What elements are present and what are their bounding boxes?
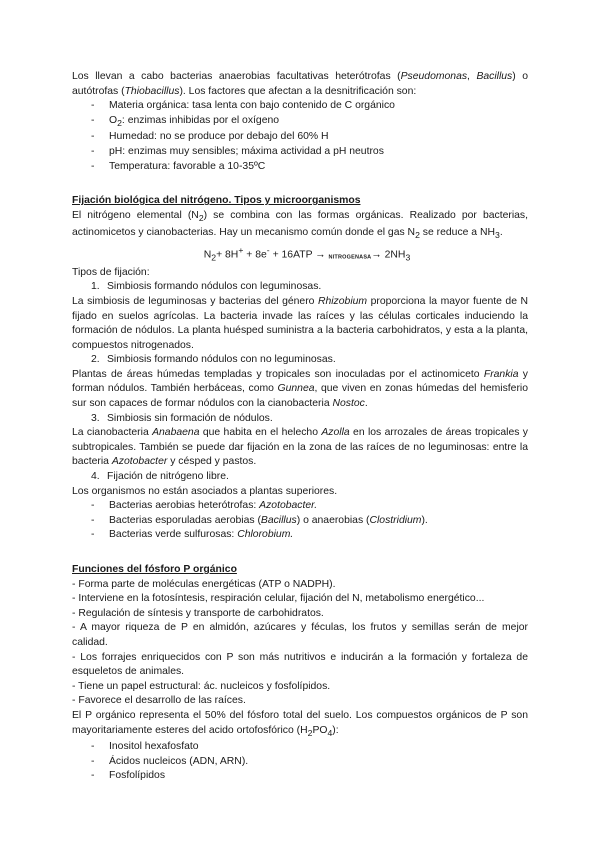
document-page [72,70,528,784]
phosphorus-function: - Favorece el desarrollo de las raíces. [72,695,246,707]
phosphorus-function: - Tiene un papel estructural: ác. nucleicos y fosfolípidos. [72,680,331,692]
fixation-type-paragraph: Plantas de áreas húmedas templadas y tropicales son inoculadas por el actinomiceto Frankia y forman nódulos. También herbáceas, como Gunnea, que viven en zonas húmedas del hemisferio sur son capaces de formar nódulos con la cianobacteria Nostoc. [72,368,529,410]
factor-item: - Temperatura: favorable a 10-35ºC [91,160,266,172]
denitrification-paragraph: Los llevan a cabo bacterias anaerobias facultativas heterótrofas (Pseudomonas, Bacillus) o autótrofas (Thiobacillus). Los factores que afectan a la desnitrificación son: [72,71,528,97]
compound-item: - Inositol hexafosfato [91,741,199,753]
types-label: Tipos de fijación: [72,266,150,278]
fixation-type-item: 1. Simbiosis formando nódulos con leguminosas. [91,281,322,293]
fixation-type-item: 2. Simbiosis formando nódulos con no leguminosas. [91,354,336,366]
organism-item: - Bacterias verde sulfurosas: Chlorobium. [91,529,294,541]
phosphorus-function: - A mayor riqueza de P en almidón, azúcares y féculas, los frutos y semillas serán de mejor calidad. [72,622,528,648]
fixation-heading: Fijación biológica del nitrógeno. Tipos y microorganismos [72,195,361,207]
compound-item: - Fosfolípidos [91,770,166,782]
compound-item: - Ácidos nucleicos (ADN, ARN). [91,755,249,767]
organism-item: - Bacterias aerobias heterótrofas: Azotobacter. [91,500,318,512]
fixation-type-paragraph: La simbiosis de leguminosas y bacterias del género Rhizobium proporciona la mayor fuente de N fijado en suelos agrícolas. La bacteria invade las raíces y las células corticales induciendo la formación de nódulos. La planta huésped suministra a la bacteria carbohidratos, y esta a la planta, compuestos nitrogenados. [72,295,528,351]
factor-item: - Materia orgánica: tasa lenta con bajo contenido de C orgánico [91,100,395,112]
factor-item: - pH: enzimas muy sensibles; máxima actividad a pH neutros [91,146,384,158]
organism-item: - Bacterias esporuladas aerobias (Bacillus) o anaerobias (Clostridium). [91,514,428,526]
phosphorus-heading: Funciones del fósforo P orgánico [72,564,237,575]
phosphorus-function: - Regulación de síntesis y transporte de carbohidratos. [72,607,324,619]
fixation-paragraph: El nitrógeno elemental $(N_2)$ se combina con las formas orgánicas. Realizado por bacterias, actinomicetos y cianobacterias. Hay un mecanismo común donde el gas $N_2$ se reduce a $NH_3$. [72,209,529,240]
fixation-type-item: 4. Fijación de nitrógeno libre. [91,471,229,483]
phosphorus-function: - Los forrajes enriquecidos con P son más nutritivos e inducirán a la formación y fortaleza de esqueletos de animales. [72,651,528,678]
factor-item: - $O_2$: enzimas inhibidas por el oxígeno [91,114,280,128]
factor-item: - Humedad: no se produce por debajo del 60% H [91,131,329,143]
phosphorus-function: - Interviene en la fotosíntesis, respiración celular, fijación del N, metabolismo energético... [72,593,485,605]
fixation-type-item: 3. Simbiosis sin formación de nódulos. [91,412,273,424]
organic-phosphorus-paragraph: El P orgánico representa el 50% del fósforo total del suelo. Los compuestos orgánicos de P son mayoritariamente esteres del acido ortofosfórico $(H_2PO_4)$: [72,709,528,738]
fixation-type-paragraph: La cianobacteria Anabaena que habita en el helecho Azolla en los arrozales de áreas tropicales y subtropicales. También se puede dar fijación en la zona de las raíces de no leguminosas: entre la bacteria Azotobacter y césped y pastos. [72,427,529,468]
nitrogenase-equation: $N_2+ 8H^+ + 8e^- + 16ATP$ → NITROGENASA→ $2NH_3$ [203,245,411,263]
fixation-type-paragraph: Los organismos no están asociados a plantas superiores. [72,485,338,497]
phosphorus-function: - Forma parte de moléculas energéticas (ATP o NADPH). [72,578,336,590]
